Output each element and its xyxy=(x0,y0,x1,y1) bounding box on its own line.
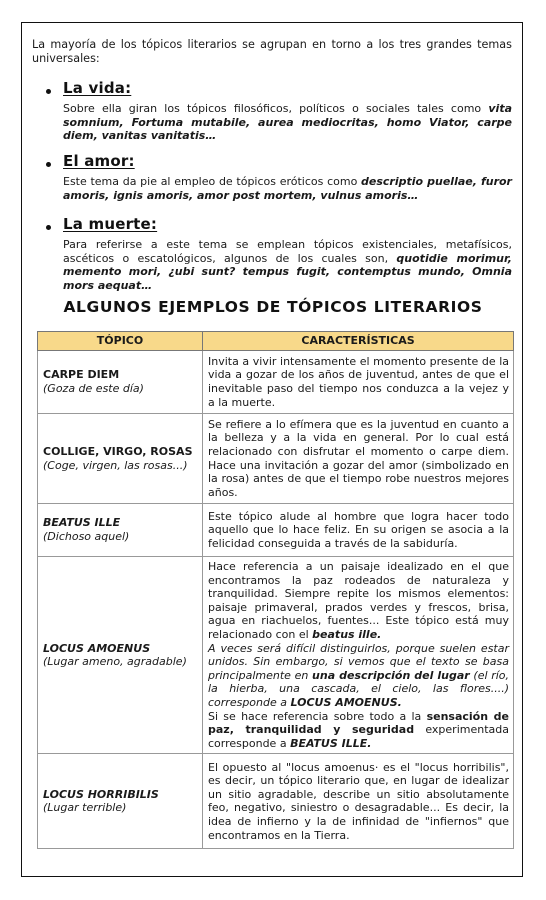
topic-description: Este tópico alude al hombre que logra hacer todo aquello que lo hace feliz. En su origen se asocia a la felicidad conseguida a través de la sabiduría. xyxy=(203,504,514,557)
section-heading: La vida: xyxy=(63,79,132,97)
header-caracteristicas: CARACTERÍSTICAS xyxy=(203,332,514,351)
topic-name: BEATUS ILLE xyxy=(43,516,121,530)
table-row xyxy=(38,754,514,849)
table-row xyxy=(38,351,514,414)
table-header-row xyxy=(38,332,514,351)
section-heading: La muerte: xyxy=(63,215,158,233)
section-examples: quotidie morimur, memento mori, ¿ubi sunt? tempus fugit, contemptus mundo, Omnia mors aequat… xyxy=(63,251,512,292)
topic-translation: (Goza de este día) xyxy=(43,382,144,395)
topic-name: COLLIGE, VIRGO, ROSAS xyxy=(43,444,193,458)
emphasis: beatus ille. xyxy=(312,627,382,641)
topic-description: Invita a vivir intensamente el momento presente de la vida a gozar de los años de juventud, antes de que el inevitable paso del tiempo nos conduzca a la vejez y a la muerte. xyxy=(203,351,514,414)
header-topico: TÓPICO xyxy=(38,332,203,351)
section-examples: vita somnium, Fortuma mutabile, aurea mediocritas, homo Viator, carpe diem, vanitas vanitatis… xyxy=(63,102,512,143)
topics-table xyxy=(37,331,514,849)
emphasis: LOCUS AMOENUS. xyxy=(290,695,402,709)
topic-translation: (Coge, virgen, las rosas...) xyxy=(43,458,188,472)
topic-translation: (Lugar ameno, agradable) xyxy=(43,655,187,669)
table-row xyxy=(38,414,514,504)
emphasis: sensación de paz, tranquilidad y seguridad xyxy=(208,709,509,737)
section-text: Para referirse a este tema se emplean tópicos existenciales, metafísicos, ascéticos o escatológicos, algunos de los cuales son, quotidie morimur, memento mori, ¿ubi sunt? tempus fugit, contemptus mundo, Omnia mors aequat… xyxy=(63,238,512,292)
topic-name: LOCUS AMOENUS xyxy=(43,641,151,655)
topic-description: Se refiere a lo efímera que es la juventud en cuanto a la belleza y a la vida en general. Por lo cual está relacionado con disfrutar el momento o carpe diem. Hace una invitación a gozar del amor (simbolizado en la rosa) antes de que el tiempo robe nuestros mejores años. xyxy=(203,414,514,504)
topic-translation: (Lugar terrible) xyxy=(43,801,127,815)
bullet-icon xyxy=(46,162,51,167)
topic-translation: (Dichoso aquel) xyxy=(43,530,130,543)
topic-cell xyxy=(38,557,203,754)
section-heading: El amor: xyxy=(63,152,135,170)
intro-paragraph: La mayoría de los tópicos literarios se agrupan en torno a los tres grandes temas universales: xyxy=(32,38,512,65)
section-examples: descriptio puellae, furor amoris, ignis amoris, amor post mortem, vulnus amoris… xyxy=(63,175,512,202)
topic-description: Hace referencia a un paisaje idealizado en el que encontramos la paz rodeados de naturaleza y tranquilidad. Siempre repite los mismos elementos: paisaje primaveral, prados verdes y frescos, brisa, agua en riachuelos, fuentes... Este tópico está muy relacionado con el beatus ille. A veces será difícil distinguirlos, porque suelen estar unidos. Sin embargo, si vemos que el texto se basa principalmente en una descripción del lugar (el río, la hierba, una cascada, el cielo, las flores....) corresponde a LOCUS AMOENUS. Si se hace referencia sobre todo a la sensación de paz, tranquilidad y seguridad experimentada corresponde a BEATUS ILLE. xyxy=(203,557,514,754)
table-row xyxy=(38,504,514,557)
bullet-icon xyxy=(46,225,51,230)
topic-cell xyxy=(38,504,203,557)
emphasis: una descripción del lugar xyxy=(312,668,470,682)
topic-cell xyxy=(38,754,203,849)
section-text: Sobre ella giran los tópicos filosóficos, políticos o sociales tales como vita somnium, Fortuma mutabile, aurea mediocritas, homo Viator, carpe diem, vanitas vanitatis… xyxy=(63,102,512,143)
topic-name: CARPE DIEM xyxy=(43,368,120,382)
table-title: ALGUNOS EJEMPLOS DE TÓPICOS LITERARIOS xyxy=(63,298,483,316)
topic-cell xyxy=(38,351,203,414)
topic-description: El opuesto al "locus amoenus· es el "locus horribilis", es decir, un tópico literario que, en lugar de idealizar un sitio agradable, describe un sitio absolutamente feo, negativo, siniestro o desagradable... Es decir, la idea de infierno y la de infinidad de "infiernos" que encontramos en la Tierra. xyxy=(203,754,514,849)
bullet-icon xyxy=(46,89,51,94)
table-row xyxy=(38,557,514,754)
section-text: Este tema da pie al empleo de tópicos eróticos como descriptio puellae, furor amoris, ignis amoris, amor post mortem, vulnus amoris… xyxy=(63,175,512,202)
topic-name: LOCUS HORRIBILIS xyxy=(43,787,159,801)
topic-cell xyxy=(38,414,203,504)
emphasis: BEATUS ILLE. xyxy=(290,736,372,750)
